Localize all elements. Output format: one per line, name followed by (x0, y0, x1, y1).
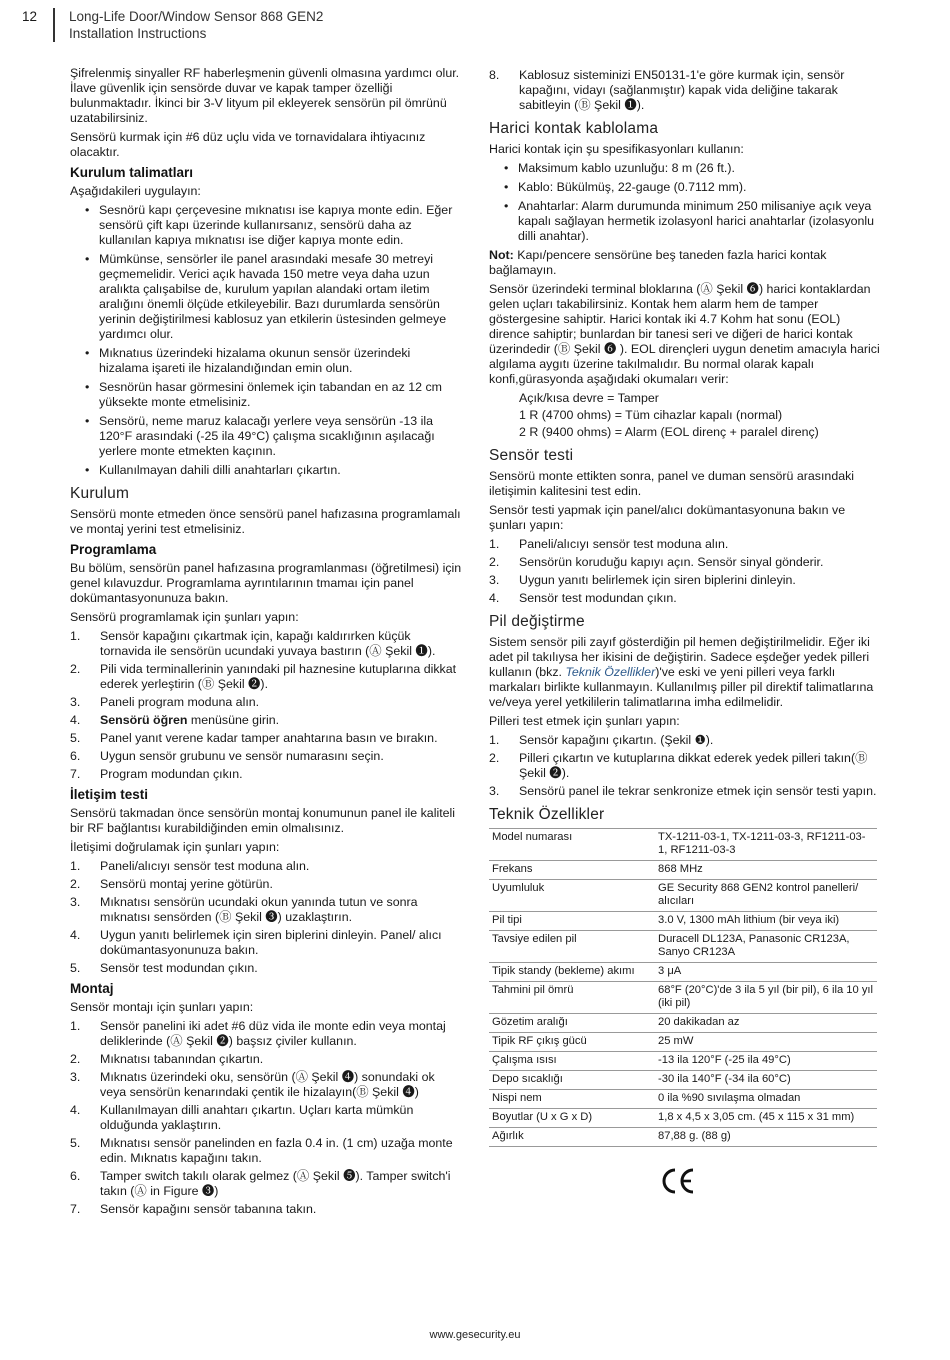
list-item: 8. Kablosuz sisteminizi EN50131-1'e göre kurmak için, sensör kapağını, vidayı (sağlanmıştır) kapak vida deliğine takarak sabitleyin (Ⓑ Şekil ❶). (489, 68, 845, 112)
table-row: Tavsiye edilen pil Duracell DL123A, Panasonic CR123A, Sanyo CR123A (489, 931, 877, 963)
teknik-ozellikler-link[interactable]: Teknik Özellikler (565, 665, 656, 679)
page-header (0, 0, 950, 46)
list-item: 1. Paneli/alıcıyı sensör test moduna alın. (70, 859, 310, 873)
table-row: Pil tipi 3.0 V, 1300 mAh lithium (bir veya iki) (489, 912, 877, 931)
montaj-paragraph: Sensör montajı için şunları yapın: (70, 1000, 254, 1014)
list-item: 4. Kullanılmayan dilli anahtarı çıkartın. Uçları karta mümkün olduğunda yaklaştırın. (70, 1103, 414, 1132)
list-item: 2. Pili vida terminallerinin yanındaki pil haznesine kutuplarına dikkat ederek yerleştirin (Ⓑ Şekil ❷). (70, 662, 457, 691)
section-heading-harici-kontak: Harici kontak kablolama (489, 120, 659, 137)
list-item: • Sesnörün hasar görmesini önlemek için tabandan en az 12 cm yüksekte monte etmelisiniz. (70, 380, 462, 410)
harici-paragraph-2: Sensör üzerindeki terminal bloklarına (Ⓐ Şekil ❻) harici kontaklardan gelen uçları takabilirsiniz. Kontak hem alarm hem de tamper göstergesine sahiptir. Harici kontak iki 4.7 Kohm hat sonu (EOL) dirence sahiptir; bunlardan bir tanesi seri ve diğeri de harici kontak üzerindedir (Ⓑ Şekil ❻ ). EOL dirençleri uygun denetim amacıyla harici algılama aygıtı üzerine takılmalıdır. Bu normal olarak kapalı konfi,gürasyonda aşağıdaki okumaları verir: (489, 282, 880, 386)
section-heading-kurulum: Kurulum (70, 485, 130, 502)
left-column (70, 66, 462, 1221)
harici-bullet-list (489, 161, 881, 244)
list-item: 1. Sensör panelini iki adet #6 düz vida ile monte edin veya montaj deliklerinde (Ⓐ Şekil ❷) başsız çiviler kullanın. (70, 1019, 446, 1048)
programlama-paragraph-2: Sensörü programlamak için şunları yapın: (70, 610, 299, 624)
list-item: 5. Sensör test modundan çıkın. (70, 961, 258, 975)
kurulum-talimatlari-intro: Aşağıdakileri uygulayın: (70, 184, 201, 198)
section-heading-sensor-testi: Sensör testi (489, 447, 574, 464)
list-item: • Kablo: Bükülmüş, 22-gauge (0.7112 mm). (489, 180, 881, 195)
reading-line: 1 R (4700 ohms) = Tüm cihazlar kapalı (normal) (519, 408, 783, 422)
montaj-steps-continued (489, 68, 881, 113)
kurulum-bullet-list (70, 203, 462, 478)
spec-table (489, 828, 877, 1147)
intro-paragraph-2: Sensörü kurmak için #6 düz uçlu vida ve tornavidalara ihtiyacınız olacaktır. (70, 130, 426, 159)
table-row: Tahmini pil ömrü 68°F (20°C)'de 3 ila 5 yıl (bir pil), 6 ila 10 yıl (iki pil) (489, 982, 877, 1014)
list-item: • Maksimum kablo uzunluğu: 8 m (26 ft.). (489, 161, 881, 176)
table-row: Frekans 868 MHz (489, 861, 877, 880)
section-heading-programlama: Programlama (70, 542, 157, 557)
list-item: • Mümkünse, sensörler ile panel arasındaki mesafe 30 metreyi geçmemelidir. Verici açık havada 150 metre veya daha uzun aralıkta çalışabilse de, kurulum yapılan alandaki ortam iletim aralığını önemli ölçüde etkileyebilir. Bazı durumlarda sensörün yerinin değiştirilmesi kablosuz yan etkilerin üstesinden gelmeye yardımcı olur. (70, 252, 462, 342)
document-title (69, 8, 323, 42)
list-item: 4. Sensör test modundan çıkın. (489, 591, 677, 605)
page-number: 12 (22, 9, 38, 24)
list-item: 1. Paneli/alıcıyı sensör test moduna alın. (489, 537, 729, 551)
sensor-testi-paragraph-1: Sensörü monte ettikten sonra, panel ve duman sensörü arasındaki iletişimin kalitesini test edin. (489, 469, 855, 498)
montaj-steps (70, 1019, 462, 1217)
list-item: 5. Mıknatısı sensör panelinden en fazla 0.4 in. (1 cm) uzağa monte edin. Mıknatıs kapağını takın. (70, 1136, 453, 1165)
programlama-steps (70, 629, 462, 782)
list-item: • Anahtarlar: Alarm durumunda minimum 250 milisaniye açık veya kapalı sağlayan hermetik izolasyonl harici anahtarlar (izolasyonlu dilli anahtar). (489, 199, 881, 244)
table-row: Gözetim aralığı 20 dakikadan az (489, 1014, 877, 1033)
section-heading-montaj: Montaj (70, 981, 114, 996)
header-divider (53, 8, 55, 42)
pil-steps (489, 733, 881, 799)
section-heading-pil-degistirme: Pil değiştirme (489, 613, 585, 630)
list-item: 6. Uygun sensör grubunu ve sensör numarasını seçin. (70, 749, 384, 763)
sensor-testi-paragraph-2: Sensör testi yapmak için panel/alıcı dokümantasyonuna bakın ve şunları yapın: (489, 503, 846, 532)
section-heading-teknik-ozellikler: Teknik Özellikler (489, 806, 605, 823)
list-item: 3. Sensörü panel ile tekrar senkronize etmek için sensör testi yapın. (489, 784, 877, 798)
programlama-paragraph-1: Bu bölüm, sensörün panel hafızasına programlanması (öğretilmesi) için genel kılavuzdur. Programlama ayrıntılarının tmamaı için panel dokümantasyonunuza bakın. (70, 561, 462, 605)
reading-line: Açık/kısa devre = Tamper (519, 391, 659, 405)
list-item: 6. Tamper switch takılı olarak gelmez (Ⓐ Şekil ❺). Tamper switch'i takın (Ⓐ in Figure ❸) (70, 1169, 451, 1198)
harici-paragraph-1: Harici kontak için şu spesifikasyonları kullanın: (489, 142, 744, 156)
right-column (489, 66, 881, 1147)
list-item: 1. Sensör kapağını çıkartın. (Şekil ❶). (489, 733, 714, 747)
sensor-testi-steps (489, 537, 881, 606)
table-row: Depo sıcaklığı -30 ila 140°F (-34 ila 60°C) (489, 1071, 877, 1090)
section-heading-iletisim-testi: İletişim testi (70, 787, 149, 802)
list-item: 3. Uygun yanıtı belirlemek için siren biplerini dinleyin. (489, 573, 796, 587)
list-item: 5. Panel yanıt verene kadar tamper anahtarına basın ve bırakın. (70, 731, 438, 745)
pil-paragraph-1: Sistem sensör pili zayıf gösterdiğin pil hemen değiştirilmelidir. Eğer iki adet pil takılıysa her ikisini de değiştirin. Sadece eşdeğer yedek pilleri kullanın (bkz. Teknik Özellikler)'ve eski ve yeni pilleri veya farklı markaları birlikte kullanmayın. Kullanılmış piller pil direktif talimatlarına ve/veya yerel yetkililerin talimatlarına imha edilmelidir. (489, 635, 874, 709)
list-item: • Sensörü, neme maruz kalacağı yerlere veya sensörün -13 ila 120°F arasındaki (-25 ila 49°C) çalışma sıcaklığının aşılacağı yerlere monte etmekten kaçının. (70, 414, 462, 459)
list-item: 2. Pilleri çıkartın ve kutuplarına dikkat ederek yedek pilleri takın(Ⓑ Şekil ❷). (489, 751, 868, 780)
list-item: 1. Sensör kapağını çıkartmak için, kapağı kaldırırken küçük tornavida ile sensörün ucundaki yuvaya bastırın (Ⓐ Şekil ❶). (70, 629, 436, 658)
table-row: Tipik RF çıkış gücü 25 mW (489, 1033, 877, 1052)
list-item: 2. Sensörün koruduğu kapıyı açın. Sensör sinyal gönderir. (489, 555, 824, 569)
table-row: Model numarası TX-1211-03-1, TX-1211-03-3, RF1211-03-1, RF1211-03-3 (489, 829, 877, 861)
list-item: • Mıknatıus üzerindeki hizalama okunun sensör üzerindeki hizalama işareti ile hizalandığından emin olun. (70, 346, 462, 376)
footer-url: www.gesecurity.eu (429, 1329, 521, 1341)
table-row: Çalışma ısısı -13 ila 120°F (-25 ila 49°C) (489, 1052, 877, 1071)
intro-paragraph-1: Şifrelenmiş sinyaller RF haberleşmenin güvenli olmasına yardımcı olur. İlave güvenlik için sensörde duvar ve kapak tamper özelliği bulunmaktadır. İkinci bir 3-V lityum pil ekleyerek sensörün pil ömrünü uzatabilirsiniz. (70, 66, 460, 125)
list-item: • Kullanılmayan dahili dilli anahtarları çıkartın. (70, 463, 462, 478)
list-item: 2. Sensörü montaj yerine götürün. (70, 877, 273, 891)
section-heading-kurulum-talimatlari: Kurulum talimatları (70, 165, 194, 180)
table-row: Nispi nem 0 ila %90 sıvılaşma olmadan (489, 1090, 877, 1109)
table-row: Tipik standy (bekleme) akımı 3 μA (489, 963, 877, 982)
document-title-line2: Installation Instructions (69, 26, 207, 41)
list-item: 4. Sensörü öğren menüsüne girin. (70, 713, 280, 727)
list-item: 7. Sensör kapağını sensör tabanına takın. (70, 1202, 317, 1216)
table-row: Boyutlar (U x G x D) 1,8 x 4,5 x 3,05 cm. (45 x 115 x 31 mm) (489, 1109, 877, 1128)
list-item: • Sesnörü kapı çerçevesine mıknatısı ise kapıya monte edin. Eğer sensörü çift kapı üzerinde kullanırsanız, sensörü daha az kullanılan kapıya mıknatısı ise diğer kapıya monte edin. (70, 203, 462, 248)
table-row: Ağırlık 87,88 g. (88 g) (489, 1128, 877, 1147)
list-item: 3. Paneli program moduna alın. (70, 695, 260, 709)
pil-paragraph-2: Pilleri test etmek için şunları yapın: (489, 714, 680, 728)
list-item: 2. Mıknatısı tabanından çıkartın. (70, 1052, 264, 1066)
list-item: 3. Mıknatıs üzerindeki oku, sensörün (Ⓐ Şekil ❹) sonundaki ok veya sensörün kenarındaki çentik ile hizalayın(Ⓑ Şekil ❹) (70, 1070, 435, 1099)
list-item: 7. Program modundan çıkın. (70, 767, 243, 781)
document-title-line1: Long-Life Door/Window Sensor 868 GEN2 (69, 9, 324, 24)
note: Not: Kapı/pencere sensörüne beş taneden fazla harici kontak bağlamayın. (489, 248, 827, 277)
iletisim-steps (70, 859, 462, 976)
kurulum-paragraph: Sensörü monte etmeden önce sensörü panel hafızasına programlamalı ve montaj yerini test etmelisiniz. (70, 507, 461, 536)
table-row: Uyumluluk GE Security 868 GEN2 kontrol panelleri/ alıcıları (489, 880, 877, 912)
iletisim-paragraph-1: Sensörü takmadan önce sensörün montaj konumunun panel ile kaliteli bir RF bağlantısı kurabildiğinden emin olmalısınız. (70, 806, 456, 835)
list-item: 3. Mıknatısı sensörün ucundaki okun yanında tutun ve sonra mıknatısı sensörden (Ⓑ Şekil ❸) uzaklaştırın. (70, 895, 418, 924)
iletisim-paragraph-2: İletişimi doğrulamak için şunları yapın: (70, 840, 280, 854)
reading-line: 2 R (9400 ohms) = Alarm (EOL direnç + paralel direnç) (519, 425, 819, 439)
ce-mark-icon (660, 1166, 696, 1196)
list-item: 4. Uygun yanıtı belirlemek için siren biplerini dinleyin. Panel/ alıcı dokümantasyonunuza bakın. (70, 928, 442, 957)
